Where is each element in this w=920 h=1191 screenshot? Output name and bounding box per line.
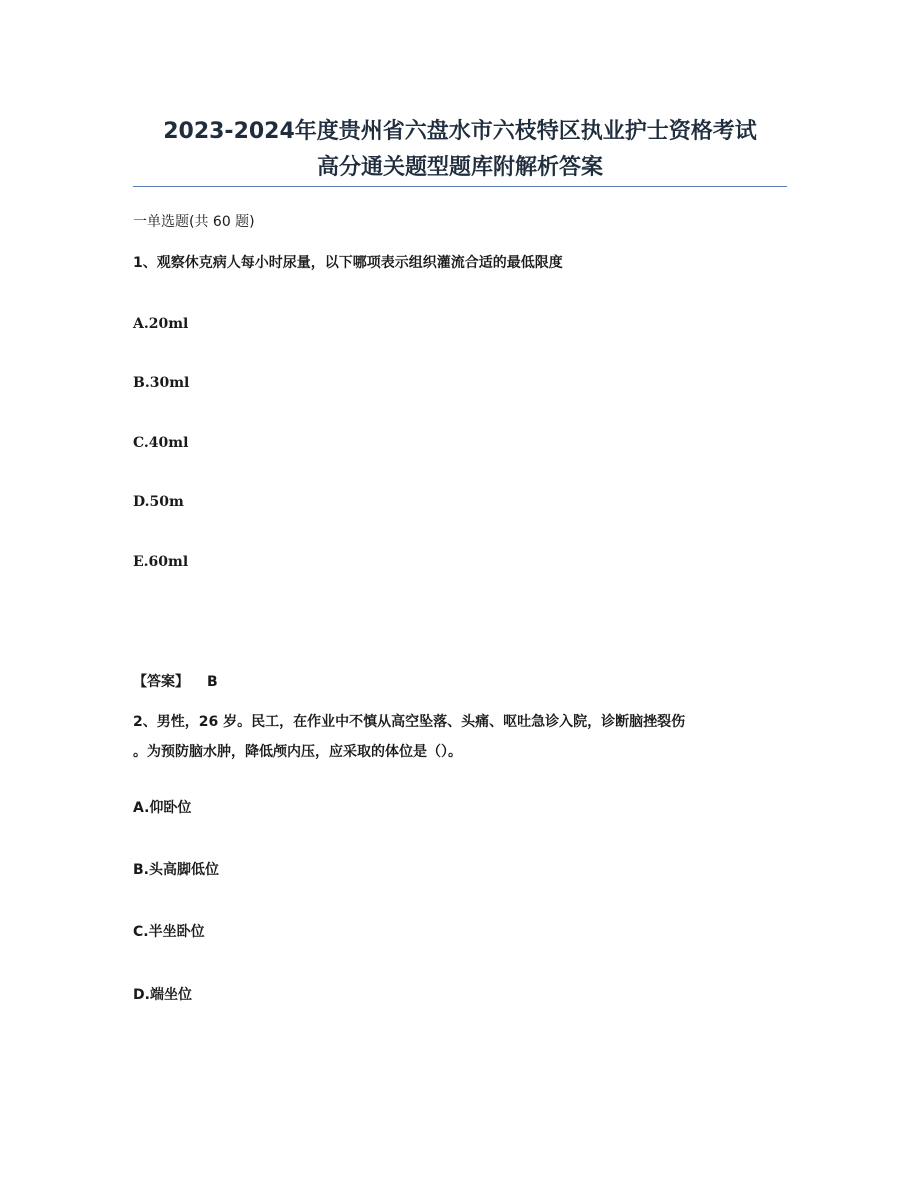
- question-1-option-d: D.50m: [133, 494, 184, 510]
- question-1-option-b: B.30ml: [133, 375, 190, 391]
- question-1-stem: 1、观察休克病人每小时尿量，以下哪项表示组织灌流合适的最低限度: [133, 255, 563, 271]
- title-line-2: 高分通关题型题库附解析答案: [316, 155, 603, 180]
- question-2-option-a: A.仰卧位: [133, 800, 192, 816]
- document-title: [0, 114, 920, 186]
- question-2-option-c: C.半坐卧位: [133, 924, 205, 940]
- title-divider: [133, 186, 787, 187]
- question-2-stem-line-1: 2、男性，26 岁。民工，在作业中不慎从高空坠落、头痛、呕吐急诊入院，诊断脑挫裂伤: [133, 714, 686, 730]
- question-2-stem-line-2: 。为预防脑水肿，降低颅内压，应采取的体位是（）。: [133, 744, 462, 760]
- answer-label: 【答案】: [133, 674, 189, 690]
- question-2-option-b: B.头高脚低位: [133, 862, 219, 878]
- question-2-stem: [133, 707, 787, 767]
- title-line-1: 2023-2024年度贵州省六盘水市六枝特区执业护士资格考试: [163, 119, 757, 144]
- question-1-option-a: A.20ml: [133, 316, 189, 332]
- question-1-option-e: E.60ml: [133, 554, 189, 570]
- section-heading: 一单选题(共 60 题): [133, 214, 255, 230]
- question-2-option-d: D.端坐位: [133, 987, 192, 1003]
- question-1-option-c: C.40ml: [133, 435, 189, 451]
- question-1-answer: [133, 672, 218, 692]
- answer-value: B: [207, 674, 218, 690]
